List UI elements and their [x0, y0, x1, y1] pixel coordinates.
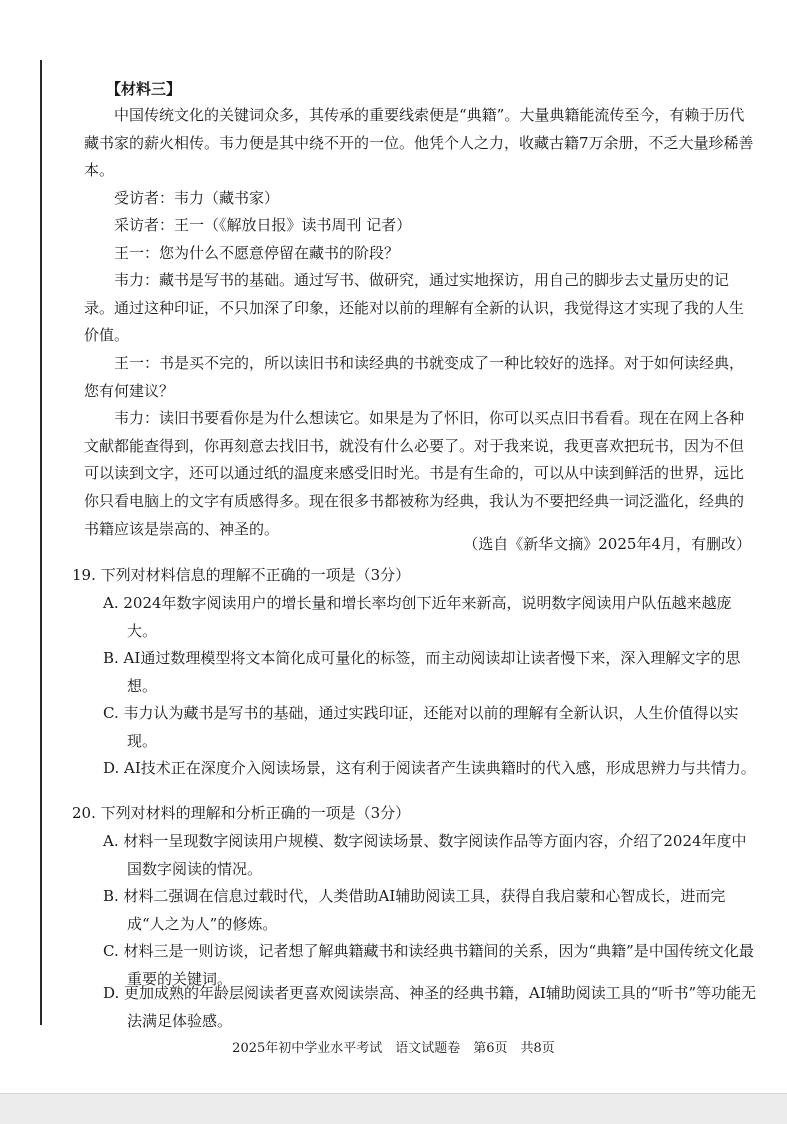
binding-margin-line — [40, 60, 42, 1025]
interview-question-2: 王一：书是买不完的，所以读旧书和读经典的书就变成了一种比较好的选择。对于如何读经典，您有何建议？ — [84, 354, 745, 400]
material3-intro: 中国传统文化的关键词众多，其传承的重要线索便是“典籍”。大量典籍能流传至今，有赖于历代藏书家的薪火相传。韦力便是其中绕不开的一位。他凭个人之力，收藏古籍7万余册，不乏大量珍稀善本。 — [84, 106, 754, 180]
page-footer: 2025年初中学业水平考试 语文试题卷 第6页 共8页 — [232, 1041, 555, 1056]
question-20-option-c: C. 材料三是一则访谈，记者想了解典籍藏书和读经典书籍间的关系，因为“典籍”是中国传统文化最重要的关键词。 — [103, 942, 754, 988]
question-19-option-c: C. 韦力认为藏书是写书的基础，通过实践印证，还能对以前的理解有全新认识，人生价值得以实现。 — [103, 704, 739, 750]
viewer-bottom-bar — [0, 1093, 787, 1124]
source-citation: （选自《新华文摘》2025年4月，有删改） — [463, 535, 751, 553]
question-20-stem: 20. 下列对材料的理解和分析正确的一项是（3分） — [72, 804, 411, 822]
interviewer-line: 采访者：王一（《解放日报》读书周刊 记者） — [114, 216, 412, 234]
question-19-option-a: A. 2024年数字阅读用户的增长量和增长率均创下近年来新高，说明数字阅读用户队伍越来越庞大。 — [103, 594, 732, 640]
question-20-option-b: B. 材料二强调在信息过载时代，人类借助AI辅助阅读工具，获得自我启蒙和心智成长，进而完成“人之为人”的修炼。 — [103, 887, 726, 933]
question-20-option-d: D. 更加成熟的年龄层阅读者更喜欢阅读崇高、神圣的经典书籍，AI辅助阅读工具的“听书”等功能无法满足体验感。 — [103, 984, 757, 1030]
material3-heading: 【材料三】 — [106, 80, 182, 98]
question-19-option-b: B. AI通过数理模型将文本简化成可量化的标签，而主动阅读却让读者慢下来，深入理解文字的思想。 — [103, 649, 741, 695]
interview-answer-2: 韦力：读旧书要看你是为什么想读它。如果是为了怀旧，你可以买点旧书看看。现在在网上各种文献都能查得到，你再刻意去找旧书，就没有什么必要了。对于我来说，我更喜欢把玩书，因为不但可以读到文字，还可以通过纸的温度来感受旧时光。书是有生命的，可以从中读到鲜活的世界，远比你只看电脑上的文字有质感得多。现在很多书都被称为经典，我认为不要把经典一词泛滥化，经典的书籍应该是崇高的、神圣的。 — [84, 409, 745, 538]
interview-question-1: 王一：您为什么不愿意停留在藏书的阶段？ — [114, 244, 400, 262]
question-19-option-d: D. AI技术正在深度介入阅读场景，这有利于阅读者产生读典籍时的代入感，形成思辨力与共情力。 — [103, 759, 756, 777]
interviewee-line: 受访者：韦力（藏书家） — [114, 189, 280, 207]
question-19-stem: 19. 下列对材料信息的理解不正确的一项是（3分） — [72, 566, 411, 584]
question-20-option-a: A. 材料一呈现数字阅读用户规模、数字阅读场景、数字阅读作品等方面内容，介绍了2024年度中国数字阅读的情况。 — [103, 832, 747, 878]
interview-answer-1: 韦力：藏书是写书的基础。通过写书、做研究，通过实地探访，用自己的脚步去丈量历史的记录。通过这种印证，不只加深了印象，还能对以前的理解有全新的认识，我觉得这才实现了我的人生价值。 — [84, 271, 745, 345]
